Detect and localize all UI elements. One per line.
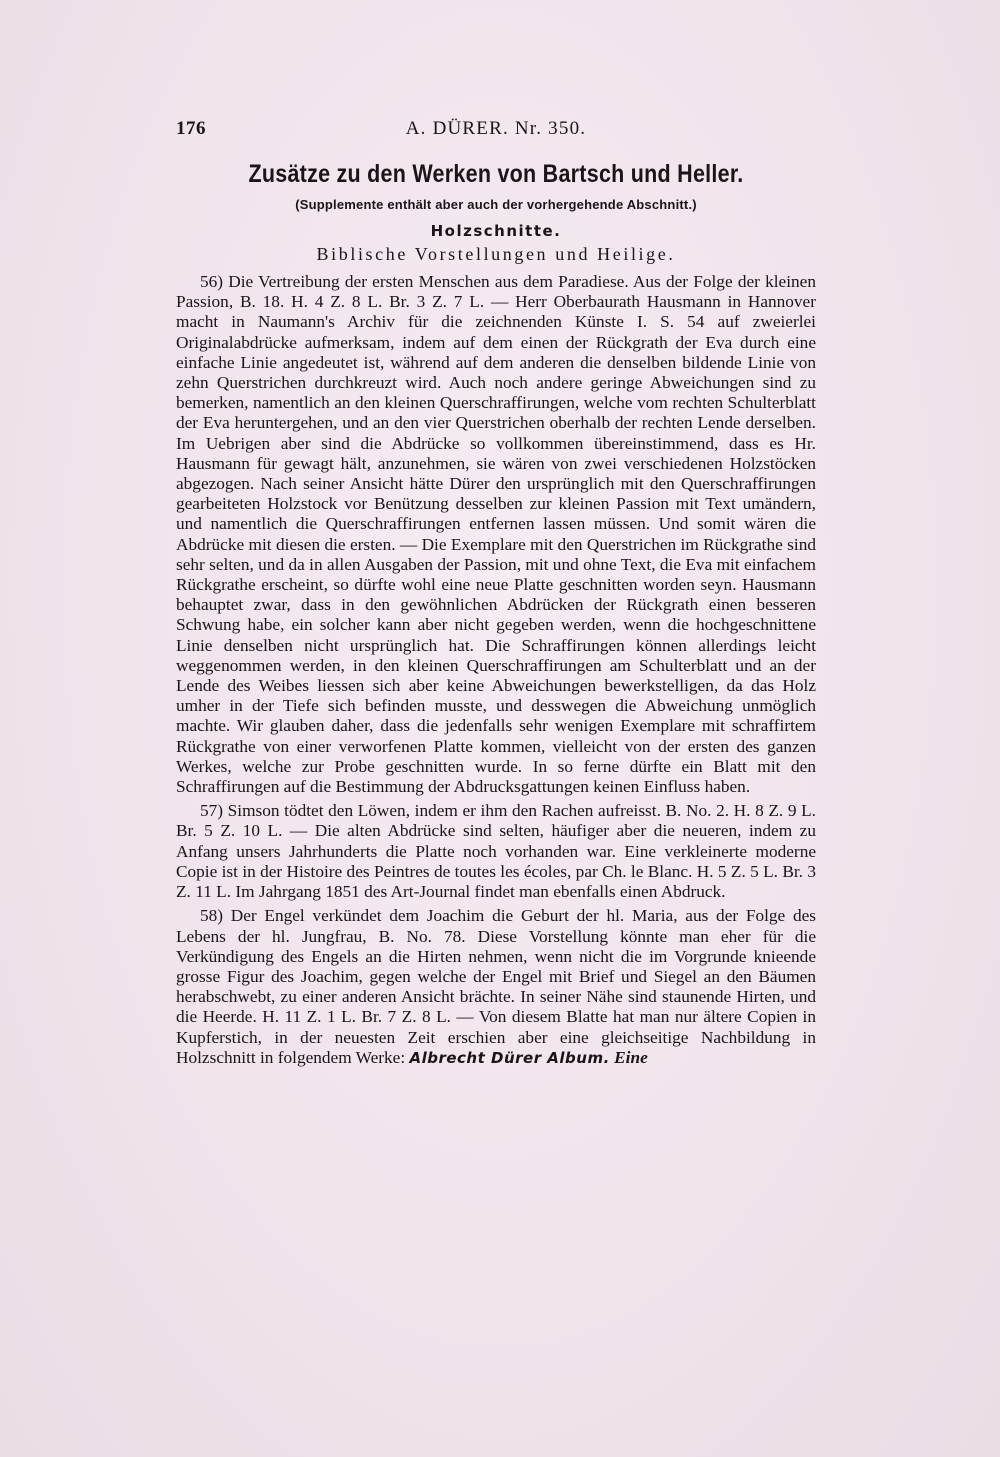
catchword: Eine — [614, 1047, 648, 1067]
subsection-heading: Biblische Vorstellungen und Heilige. — [316, 244, 676, 264]
subtitle: (Supplemente enthält aber auch der vorhergehende Abschnitt.) — [295, 197, 697, 212]
running-header — [176, 118, 816, 146]
entry-58 — [176, 906, 816, 1068]
page-number: 176 — [176, 118, 206, 139]
entry-58-text: 58) Der Engel verkündet dem Joachim die Geburt der hl. Maria, aus der Folge des Lebens der hl. Jungfrau, B. No. 78. Diese Vorstellung könnte man eher für die Verkündigung des Engels an die Hirten nehmen, wenn nicht die im Vorgrunde knieende grosse Figur des Joachim, gegen welche der Engel mit Brief und Siegel an den Bäumen herabschwebt, zu einer anderen Ansicht brächte. In seiner Nähe sind staunende Hirten, und die Heerde. H. 11 Z. 1 L. Br. 7 Z. 8 L. — Von diesem Blatte hat man nur ältere Copien in Kupferstich, in der neuesten Zeit erschien aber eine gleichseitige Nachbildung in Holzschnitt in folgendem Werke: — [176, 906, 816, 1067]
running-title: A. DÜRER. Nr. 350. — [405, 118, 587, 139]
section-heading: Holzschnitte. — [430, 222, 562, 240]
page-title: Zusätze zu den Werken von Bartsch und Heller. — [248, 160, 744, 188]
entry-56: 56) Die Vertreibung der ersten Menschen aus dem Paradiese. Aus der Folge der kleinen Passion, B. 18. H. 4 Z. 8 L. Br. 3 Z. 7 L. — Herr Oberbaurath Hausmann in Hannover macht in Naumann's Archiv für die zeichnenden Künste I. S. 54 auf zweierlei Originalabdrücke aufmerksam, indem auf dem einen der Rückgrath der Eva durch eine einfache Linie angedeutet ist, während auf dem anderen die denselben bildende Linie von zehn Querstrichen durchkreuzt wird. Auch noch andere geringe Abweichungen sind zu bemerken, namentlich an den kleinen Querschraffirungen, welche vom rechten Schulterblatt der Eva heruntergehen, und an den vier Querstrichen oberhalb der rechten Lende derselben. Im Uebrigen aber sind die Abdrücke so vollkommen übereinstimmend, dass es Hr. Hausmann für gewagt hält, anzunehmen, sie wären von zwei verschiedenen Holzstöcken abgezogen. Nach seiner Ansicht hätte Dürer den ursprünglich mit den Querschraffirungen gearbeiteten Holzstock vor Benützung desselben zur kleinen Passion mit Text umändern, und namentlich die Querschraffirungen entfernen lassen müssen. Und somit wären die Abdrücke mit diesen die ersten. — Die Exemplare mit den Querstrichen im Rückgrathe sind sehr selten, und da in allen Ausgaben der Passion, mit und ohne Text, die Eva mit einfachem Rückgrathe erscheint, so dürfte wohl eine neue Platte geschnitten worden seyn. Hausmann behauptet zwar, dass in den gewöhnlichen Abdrücken der Rückgrath einen besseren Schwung habe, ein solcher kann aber nicht gegeben werden, wenn die hochgeschnittene Linie denselben nicht ursprünglich hat. Die Schraffirungen können allerdings leicht weggenommen werden, in den kleinen Querschraffirungen am Schulterblatt und an der Lende des Weibes liessen sich aber keine Abweichungen bewerkstelligen, da das Holz umher in der Tiefe sich befinden musste, und desswegen die Abweichung unmöglich machte. Wir glauben daher, dass die jedenfalls sehr wenigen Exemplare mit schraffirtem Rückgrathe von einer verworfenen Platte kommen, vielleicht von der ersten des ganzen Werkes, welche zur Probe geschnitten wurde. In so ferne dürfte ein Blatt mit den Schraffirungen auf die Bestimmung der Abdrucksgattungen keinen Einfluss haben. — [176, 272, 816, 797]
book-title: Albrecht Dürer Album. — [409, 1048, 610, 1067]
entry-57: 57) Simson tödtet den Löwen, indem er ihm den Rachen aufreisst. B. No. 2. H. 8 Z. 9 L. Br. 5 Z. 10 L. — Die alten Abdrücke sind selten, häufiger aber die neueren, indem zu Anfang unsers Jahrhunderts die Platte noch vorhanden war. Eine verkleinerte moderne Copie ist in der Histoire des Peintres de toutes les écoles, par Ch. le Blanc. H. 5 Z. 5 L. Br. 3 Z. 11 L. Im Jahrgang 1851 des Art-Journal findet man ebenfalls einen Abdruck. — [176, 801, 816, 902]
body-text — [176, 272, 816, 1068]
